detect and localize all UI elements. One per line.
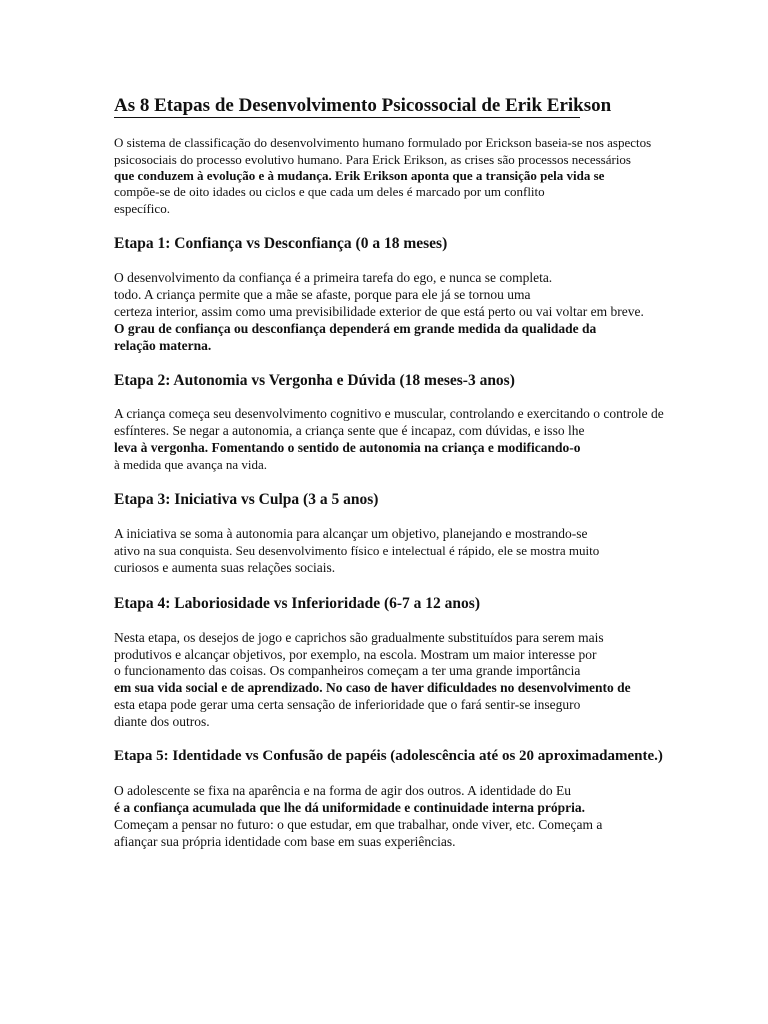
stage-4-line-2: produtivos e alcançar objetivos, por exemplo, na escola. Mostram um maior interesse por — [114, 647, 597, 662]
intro-line-2: psicosociais do processo evolutivo humano. Para Erick Erikson, as crises são processos necessários — [114, 152, 631, 167]
stage-4-line-1: Nesta etapa, os desejos de jogo e caprichos são gradualmente substituídos para serem mais — [114, 630, 604, 645]
stage-5-line-2 — [114, 799, 585, 816]
intro-line-3-text: que conduzem à evolução e à mudança. Erik Erikson aponta que a transição pela vida se — [114, 168, 605, 183]
stage-1-heading: Etapa 1: Confiança vs Desconfiança (0 a 18 meses) — [114, 235, 448, 252]
intro-line-1: O sistema de classificação do desenvolvimento humano formulado por Erickson baseia-se nos aspectos — [114, 135, 652, 150]
stage-1-line-4 — [114, 320, 596, 337]
stage-3-line-1: A iniciativa se soma à autonomia para alcançar um objetivo, planejando e mostrando-se — [114, 526, 588, 541]
stage-2-line-4: à medida que avança na vida. — [114, 457, 268, 472]
intro-line-5: específico. — [114, 201, 170, 216]
stage-4-heading: Etapa 4: Laboriosidade vs Inferioridade (6-7 a 12 anos) — [114, 595, 480, 612]
stage-1-line-5 — [114, 337, 211, 354]
stage-4-line-5: esta etapa pode gerar uma certa sensação de inferioridade que o fará sentir-se inseguro — [114, 697, 581, 712]
title-underline — [114, 117, 580, 118]
stage-5-heading: Etapa 5: Identidade vs Confusão de papéis (adolescência até os 20 aproximadamente.) — [114, 748, 663, 764]
stage-5-line-4: afiançar sua própria identidade com base em suas experiências. — [114, 834, 456, 849]
stage-1-line-5-text: relação materna. — [114, 338, 212, 353]
stage-3-heading: Etapa 3: Iniciativa vs Culpa (3 a 5 anos) — [114, 491, 379, 508]
stage-4-line-6: diante dos outros. — [114, 714, 210, 729]
stage-2-line-1: A criança começa seu desenvolvimento cognitivo e muscular, controlando e exercitando o controle de — [114, 406, 664, 421]
stage-1-line-4-text: O grau de confiança ou desconfiança dependerá em grande medida da qualidade da — [114, 321, 597, 336]
stage-4-line-3: o funcionamento das coisas. Os companheiros começam a ter uma grande importância — [114, 663, 581, 678]
stage-1-line-3: certeza interior, assim como uma previsibilidade exterior de que está perto ou vai voltar em breve. — [114, 304, 644, 319]
stage-2-line-2: esfínteres. Se negar a autonomia, a criança sente que é incapaz, com dúvidas, e isso lhe — [114, 423, 585, 438]
stage-5-line-1: O adolescente se fixa na aparência e na forma de agir dos outros. A identidade do Eu — [114, 783, 571, 798]
stage-4-line-4-text: em sua vida social e de aprendizado. No caso de haver dificuldades no desenvolvimento de — [114, 680, 631, 695]
intro-line-3 — [114, 167, 604, 184]
stage-1-line-2: todo. A criança permite que a mãe se afaste, porque para ele já se tornou uma — [114, 287, 531, 302]
stage-2-heading: Etapa 2: Autonomia vs Vergonha e Dúvida (18 meses-3 anos) — [114, 372, 515, 389]
stage-3-line-2: ativo na sua conquista. Seu desenvolvimento físico e intelectual é rápido, ele se mostra muito — [114, 543, 600, 558]
intro-line-4: compõe-se de oito idades ou ciclos e que cada um deles é marcado por um conflito — [114, 184, 545, 199]
stage-5-line-2-text: é a confiança acumulada que lhe dá uniformidade e continuidade interna própria. — [114, 800, 586, 815]
stage-2-line-3 — [114, 439, 581, 456]
stage-1-line-1: O desenvolvimento da confiança é a primeira tarefa do ego, e nunca se completa. — [114, 270, 553, 285]
stage-5-line-3: Começam a pensar no futuro: o que estudar, em que trabalhar, onde viver, etc. Começam a — [114, 817, 603, 832]
stage-4-line-4 — [114, 679, 631, 696]
stage-3-line-3: curiosos e aumenta suas relações sociais. — [114, 560, 336, 575]
document-title: As 8 Etapas de Desenvolvimento Psicossocial de Erik Erikson — [114, 95, 612, 116]
stage-2-line-3-text: leva à vergonha. Fomentando o sentido de autonomia na criança e modificando-o — [114, 440, 581, 455]
